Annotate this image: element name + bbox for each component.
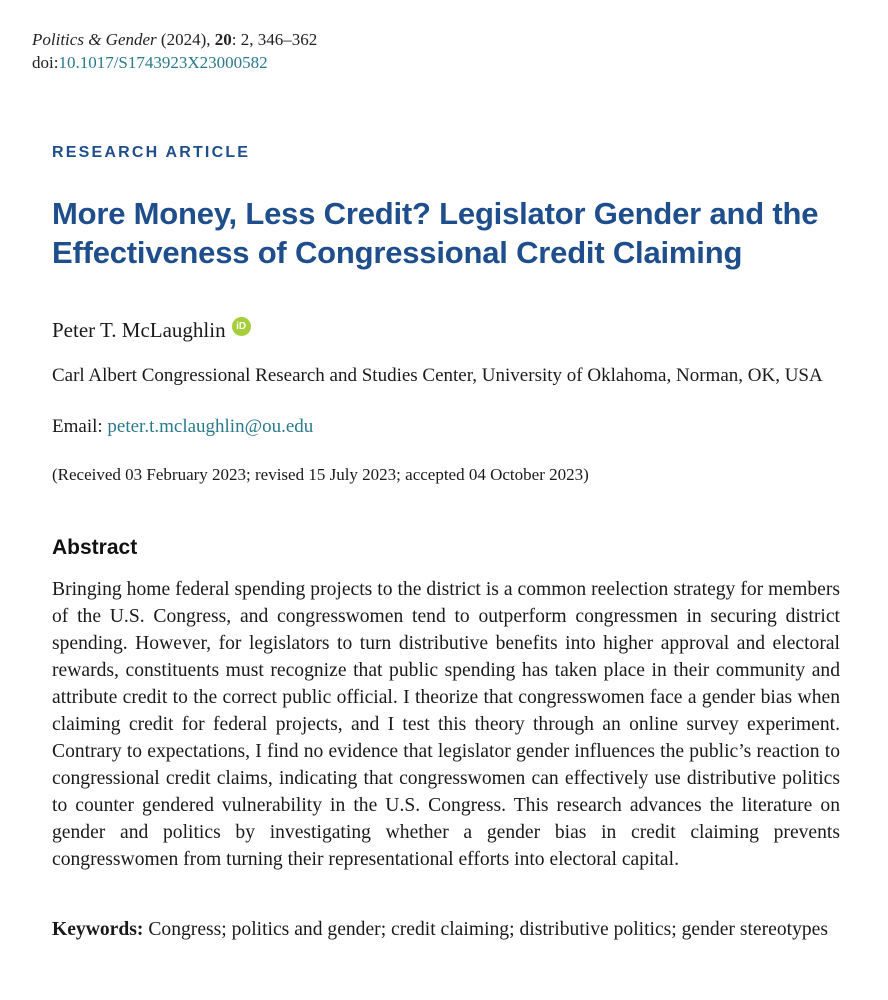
keywords-label: Keywords: — [52, 919, 144, 940]
keywords-line — [52, 916, 840, 943]
email-label: Email: — [52, 416, 103, 437]
article-title: More Money, Less Credit? Legislator Gender and the Effectiveness of Congressional Credit Claiming — [52, 196, 819, 270]
doi-line — [32, 52, 268, 74]
author-line — [52, 316, 251, 344]
keywords-text: Congress; politics and gender; credit claiming; distributive politics; gender stereotypes — [148, 919, 828, 940]
journal-citation — [32, 29, 317, 51]
author-email-line — [52, 414, 313, 440]
author-name: Peter T. McLaughlin — [52, 318, 226, 342]
abstract-heading: Abstract — [52, 536, 138, 559]
journal-year: (2024), — [160, 30, 211, 49]
article-type-label: RESEARCH ARTICLE — [52, 144, 251, 161]
doi-link[interactable]: 10.1017/S1743923X23000582 — [58, 53, 268, 72]
author-email-link[interactable]: peter.t.mclaughlin@ou.edu — [107, 416, 314, 437]
author-affiliation: Carl Albert Congressional Research and Studies Center, University of Oklahoma, Norman, OK, USA — [52, 365, 823, 386]
journal-name: Politics & Gender — [32, 30, 157, 49]
journal-volume: 20 — [214, 30, 232, 49]
orcid-icon[interactable]: iD — [232, 317, 251, 336]
abstract-text: Bringing home federal spending projects to the district is a common reelection strategy for members of the U.S. Congress, and congresswomen tend to outperform congressmen in securing district spending. However, for legislators to turn distributive benefits into higher approval and electoral rewards, constituents must recognize that public spending has taken place in their community and attribute credit to the correct public official. I theorize that congresswomen face a gender bias when claiming credit for federal projects, and I test this theory through an online survey experiment. Contrary to expectations, I find no evidence that legislator gender influences the public’s reaction to congressional credit claims, indicating that congresswomen can effectively use distributive politics to counter gendered vulnerability in the U.S. Congress. This research advances the literature on gender and politics by investigating whether a gender bias in credit claiming prevents congresswomen from turning their representational efforts into electoral capital. — [52, 579, 840, 870]
received-dates: (Received 03 February 2023; revised 15 July 2023; accepted 04 October 2023) — [52, 465, 589, 484]
journal-issue-pages: : 2, 346–362 — [231, 30, 318, 49]
doi-prefix: doi: — [32, 53, 59, 72]
